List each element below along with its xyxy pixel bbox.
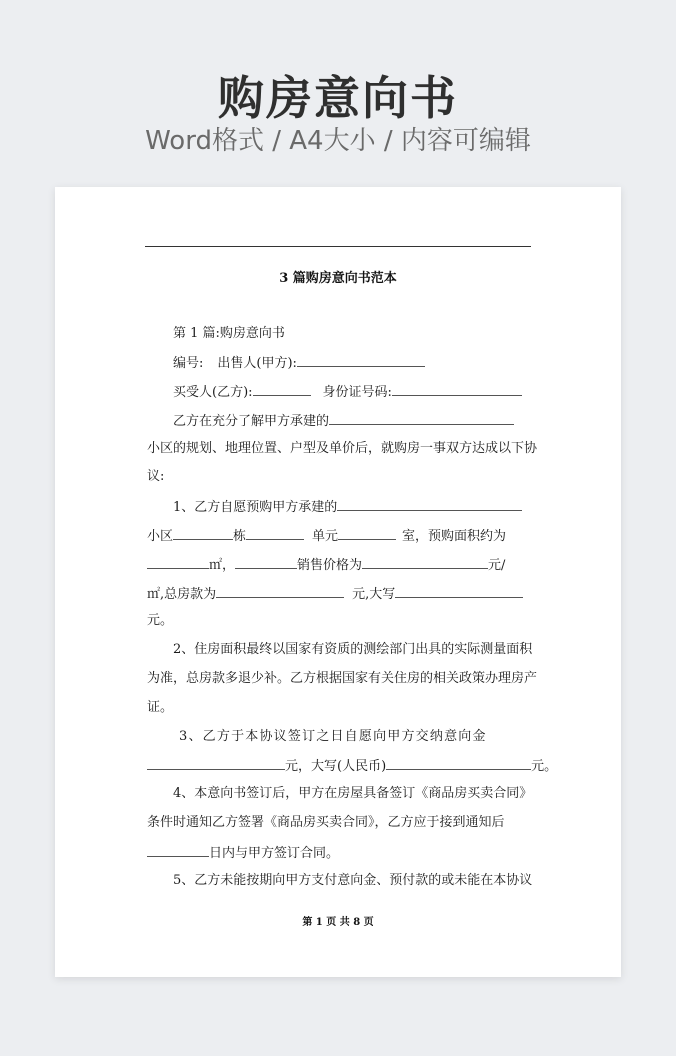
price-prefix-blank[interactable] — [235, 556, 297, 569]
clause-1-text-b3: 单元 — [312, 529, 339, 544]
serial-label: 编号: — [173, 356, 204, 371]
clause-1-text-c2: 销售价格为 — [297, 558, 363, 573]
banner-title: 购房意向书 — [218, 71, 458, 125]
area-blank[interactable] — [147, 556, 209, 569]
clause-1-text-a: 1、乙方自愿预购甲方承建的 — [173, 500, 338, 515]
total-uppercase-blank[interactable] — [395, 585, 523, 598]
clause-3-line-b — [147, 757, 557, 775]
seller-label: 出售人(甲方): — [217, 356, 297, 371]
unit-price-blank[interactable] — [362, 556, 488, 569]
intro-line-3: 议: — [147, 469, 165, 484]
clause-1-project-blank[interactable] — [337, 498, 522, 511]
clause-2-line-a: 2、住房面积最终以国家有资质的测绘部门出具的实际测量面积 — [173, 642, 533, 657]
intro-line-1 — [173, 412, 514, 430]
clause-2-line-b: 为准，总房款多退少补。乙方根据国家有关住房的相关政策办理房产 — [147, 671, 538, 686]
total-price-blank[interactable] — [216, 585, 344, 598]
clause-1-line-b — [147, 527, 506, 545]
buyer-line — [173, 383, 522, 401]
document-title: 3 篇购房意向书范本 — [279, 271, 397, 286]
clause-1-line-e: 元。 — [147, 613, 174, 628]
community-blank[interactable] — [173, 527, 233, 540]
clause-1-text-c3: 元/ — [488, 558, 506, 573]
clause-1-text-b4: 室，预购面积约为 — [402, 529, 507, 544]
clause-1-line-a — [173, 498, 522, 516]
clause-4-text-c: 日内与甲方签订合同。 — [209, 846, 340, 861]
buyer-label: 买受人(乙方): — [173, 385, 253, 400]
clause-4-line-b: 条件时通知乙方签署《商品房买卖合同》，乙方应于接到通知后 — [147, 815, 505, 830]
clause-4-line-c — [147, 844, 339, 862]
section-heading: 第 1 篇:购房意向书 — [173, 326, 285, 341]
clause-1-text-d1: ㎡,总房款为 — [147, 587, 217, 602]
clause-3-line-a: 3、乙方于本协议签订之日自愿向甲方交纳意向金 — [179, 729, 487, 744]
seller-blank[interactable] — [297, 354, 425, 367]
banner-subtitle: Word格式 / A4大小 / 内容可编辑 — [145, 126, 531, 156]
clause-2-line-c: 证。 — [147, 700, 174, 715]
serial-seller-line — [173, 354, 425, 372]
clause-4-line-a: 4、本意向书签订后，甲方在房屋具备签订《商品房买卖合同》 — [173, 786, 533, 801]
clause-1-text-b2: 栋 — [233, 529, 247, 544]
clause-1-line-d — [147, 585, 523, 603]
clause-1-text-d2: 元,大写 — [352, 587, 396, 602]
clause-1-line-c — [147, 556, 505, 574]
clause-5-line-a: 5、乙方未能按期向甲方支付意向金、预付款的或未能在本协议 — [173, 873, 533, 888]
intro-text-1: 乙方在充分了解甲方承建的 — [173, 414, 330, 429]
deposit-uppercase-blank[interactable] — [386, 757, 531, 770]
deposit-amount-blank[interactable] — [147, 757, 285, 770]
document-page — [55, 187, 621, 977]
clause-1-text-c1: ㎡， — [209, 558, 236, 573]
clause-1-text-b1: 小区 — [147, 529, 174, 544]
id-blank[interactable] — [392, 383, 522, 396]
clause-3-text-b1: 元，大写(人民币) — [285, 759, 387, 774]
clause-3-text-b2: 元。 — [531, 759, 558, 774]
page-footer: 第 1 页 共 8 页 — [302, 917, 374, 928]
days-blank[interactable] — [147, 844, 209, 857]
intro-line-2: 小区的规划、地理位置、户型及单价后，就购房一事双方达成以下协 — [147, 441, 538, 456]
buyer-blank[interactable] — [253, 383, 311, 396]
id-label: 身份证号码: — [322, 385, 392, 400]
header-rule — [145, 246, 531, 247]
project-blank[interactable] — [329, 412, 514, 425]
unit-blank[interactable] — [338, 527, 396, 540]
building-blank[interactable] — [246, 527, 304, 540]
